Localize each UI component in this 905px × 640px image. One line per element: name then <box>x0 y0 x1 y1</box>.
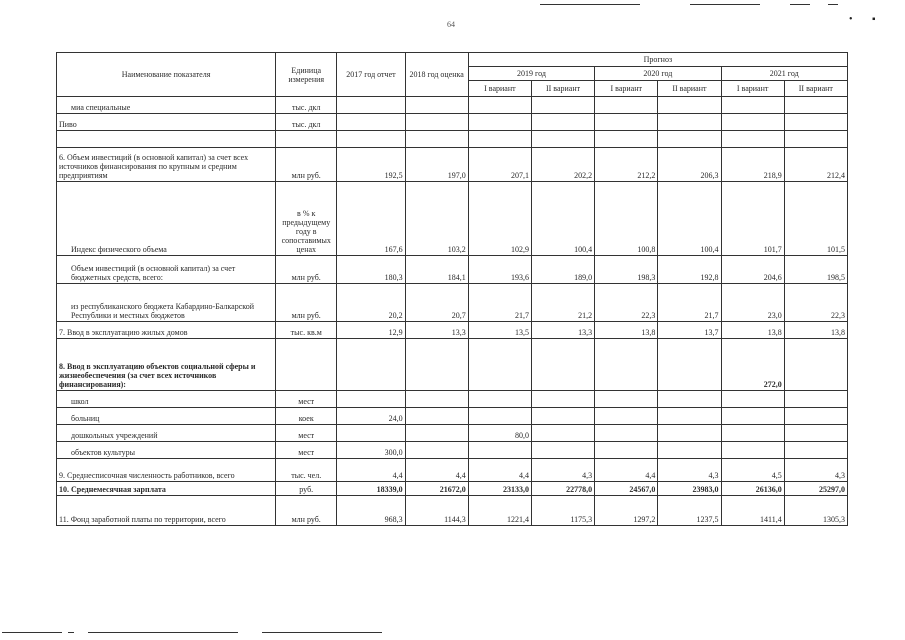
value-cell: 12,9 <box>337 322 405 339</box>
value-cell: 1237,5 <box>658 496 721 526</box>
value-cell: 20,2 <box>337 284 405 322</box>
table-row <box>57 131 848 148</box>
value-cell: 101,5 <box>784 182 847 256</box>
value-cell <box>531 425 594 442</box>
value-cell <box>658 391 721 408</box>
value-cell <box>337 391 405 408</box>
header-unit: Единица измерения <box>276 53 337 97</box>
row-label: 9. Среднесписочная численность работников, всего <box>57 459 276 482</box>
value-cell: 103,2 <box>405 182 468 256</box>
value-cell <box>337 131 405 148</box>
row-label: 6. Объем инвестиций (в основной капитал) за счет всех источников финансирования по крупным и средним предприятиям <box>57 148 276 182</box>
value-cell: 184,1 <box>405 256 468 284</box>
value-cell <box>658 114 721 131</box>
value-cell: 193,6 <box>468 256 531 284</box>
value-cell <box>531 442 594 459</box>
value-cell: 300,0 <box>337 442 405 459</box>
value-cell <box>405 442 468 459</box>
header-forecast: Прогноз <box>468 53 847 67</box>
value-cell: 1297,2 <box>595 496 658 526</box>
row-unit: млн руб. <box>276 496 337 526</box>
value-cell <box>468 97 531 114</box>
value-cell <box>658 408 721 425</box>
row-unit: руб. <box>276 482 337 496</box>
table-row <box>57 148 848 182</box>
value-cell: 13,3 <box>405 322 468 339</box>
value-cell: 4,3 <box>658 459 721 482</box>
value-cell: 13,8 <box>721 322 784 339</box>
value-cell: 1144,3 <box>405 496 468 526</box>
value-cell <box>405 114 468 131</box>
row-unit: млн руб. <box>276 256 337 284</box>
value-cell <box>595 339 658 391</box>
value-cell <box>595 114 658 131</box>
value-cell <box>595 391 658 408</box>
value-cell <box>468 114 531 131</box>
scan-mark-1: • <box>849 14 853 25</box>
value-cell: 202,2 <box>531 148 594 182</box>
row-unit: тыс. дкл <box>276 97 337 114</box>
value-cell <box>531 391 594 408</box>
value-cell: 100,4 <box>658 182 721 256</box>
value-cell: 26136,0 <box>721 482 784 496</box>
header-2019-v2: II вариант <box>531 81 594 97</box>
row-label: из республиканского бюджета Кабардино-Балкарской Республики и местных бюджетов <box>57 284 276 322</box>
value-cell <box>721 442 784 459</box>
value-cell <box>468 391 531 408</box>
table-row <box>57 442 848 459</box>
value-cell: 13,3 <box>531 322 594 339</box>
row-unit: тыс. чел. <box>276 459 337 482</box>
value-cell: 25297,0 <box>784 482 847 496</box>
value-cell <box>405 425 468 442</box>
row-unit: мест <box>276 442 337 459</box>
value-cell <box>784 97 847 114</box>
value-cell <box>531 408 594 425</box>
value-cell: 4,5 <box>721 459 784 482</box>
table-row <box>57 496 848 526</box>
value-cell <box>595 131 658 148</box>
value-cell: 4,4 <box>337 459 405 482</box>
value-cell: 198,5 <box>784 256 847 284</box>
value-cell: 22778,0 <box>531 482 594 496</box>
value-cell <box>784 339 847 391</box>
value-cell <box>595 97 658 114</box>
row-unit: тыс. дкл <box>276 114 337 131</box>
value-cell: 212,4 <box>784 148 847 182</box>
value-cell: 4,3 <box>784 459 847 482</box>
value-cell: 21672,0 <box>405 482 468 496</box>
value-cell <box>784 442 847 459</box>
header-2019-v1: I вариант <box>468 81 531 97</box>
value-cell: 198,3 <box>595 256 658 284</box>
value-cell: 102,9 <box>468 182 531 256</box>
value-cell <box>721 131 784 148</box>
table-row <box>57 284 848 322</box>
value-cell <box>468 339 531 391</box>
row-label: Объем инвестиций (в основной капитал) за счет бюджетных средств, всего: <box>57 256 276 284</box>
row-label: 10. Среднемесячная зарплата <box>57 482 276 496</box>
value-cell <box>595 408 658 425</box>
value-cell <box>405 131 468 148</box>
value-cell <box>721 114 784 131</box>
value-cell: 13,8 <box>784 322 847 339</box>
header-2019: 2019 год <box>468 67 594 81</box>
value-cell <box>531 114 594 131</box>
value-cell <box>784 425 847 442</box>
value-cell: 21,7 <box>468 284 531 322</box>
table-row <box>57 339 848 391</box>
row-unit: мест <box>276 391 337 408</box>
value-cell: 204,6 <box>721 256 784 284</box>
row-label: дошкольных учреждений <box>57 425 276 442</box>
value-cell: 1221,4 <box>468 496 531 526</box>
value-cell <box>784 408 847 425</box>
value-cell: 21,2 <box>531 284 594 322</box>
value-cell <box>658 131 721 148</box>
value-cell <box>337 425 405 442</box>
value-cell <box>784 391 847 408</box>
value-cell: 968,3 <box>337 496 405 526</box>
header-2018: 2018 год оценка <box>405 53 468 97</box>
row-label: 8. Ввод в эксплуатацию объектов социальной сферы и жизнеобеспечения (за счет всех источников финансирования): <box>57 339 276 391</box>
header-2020-v1: I вариант <box>595 81 658 97</box>
value-cell <box>658 442 721 459</box>
value-cell <box>405 97 468 114</box>
value-cell: 4,4 <box>405 459 468 482</box>
value-cell: 13,5 <box>468 322 531 339</box>
row-label: школ <box>57 391 276 408</box>
page-number: 64 <box>447 20 455 29</box>
value-cell: 180,3 <box>337 256 405 284</box>
value-cell <box>721 408 784 425</box>
value-cell: 24567,0 <box>595 482 658 496</box>
value-cell: 23,0 <box>721 284 784 322</box>
value-cell: 13,8 <box>595 322 658 339</box>
row-unit: млн руб. <box>276 284 337 322</box>
value-cell <box>337 339 405 391</box>
forecast-table <box>56 52 848 526</box>
value-cell <box>658 97 721 114</box>
table-row <box>57 391 848 408</box>
value-cell: 1175,3 <box>531 496 594 526</box>
value-cell: 24,0 <box>337 408 405 425</box>
value-cell <box>468 408 531 425</box>
value-cell <box>405 408 468 425</box>
header-2021-v2: II вариант <box>784 81 847 97</box>
row-label: больниц <box>57 408 276 425</box>
value-cell <box>531 97 594 114</box>
value-cell: 212,2 <box>595 148 658 182</box>
value-cell <box>337 97 405 114</box>
row-unit: коек <box>276 408 337 425</box>
value-cell: 272,0 <box>721 339 784 391</box>
value-cell: 192,8 <box>658 256 721 284</box>
value-cell: 4,4 <box>595 459 658 482</box>
header-2021-v1: I вариант <box>721 81 784 97</box>
value-cell <box>405 339 468 391</box>
value-cell: 207,1 <box>468 148 531 182</box>
value-cell <box>595 442 658 459</box>
table-row <box>57 482 848 496</box>
row-label: 7. Ввод в эксплуатацию жилых домов <box>57 322 276 339</box>
value-cell <box>531 131 594 148</box>
table-row <box>57 114 848 131</box>
value-cell: 218,9 <box>721 148 784 182</box>
value-cell <box>468 442 531 459</box>
value-cell: 167,6 <box>337 182 405 256</box>
table-row <box>57 97 848 114</box>
value-cell <box>658 339 721 391</box>
value-cell <box>784 114 847 131</box>
row-unit <box>276 131 337 148</box>
row-label: 11. Фонд заработной платы по территории, всего <box>57 496 276 526</box>
table-row <box>57 256 848 284</box>
row-unit: в % к предыдущему году в сопоставимых ценах <box>276 182 337 256</box>
value-cell: 100,8 <box>595 182 658 256</box>
table-row <box>57 459 848 482</box>
value-cell: 22,3 <box>595 284 658 322</box>
value-cell: 192,5 <box>337 148 405 182</box>
table-row <box>57 322 848 339</box>
header-2020: 2020 год <box>595 67 721 81</box>
value-cell: 20,7 <box>405 284 468 322</box>
value-cell: 1305,3 <box>784 496 847 526</box>
value-cell: 80,0 <box>468 425 531 442</box>
value-cell: 13,7 <box>658 322 721 339</box>
row-label: Индекс физического объема <box>57 182 276 256</box>
value-cell: 18339,0 <box>337 482 405 496</box>
value-cell: 4,4 <box>468 459 531 482</box>
row-unit: млн руб. <box>276 148 337 182</box>
value-cell: 100,4 <box>531 182 594 256</box>
value-cell <box>721 391 784 408</box>
value-cell <box>468 131 531 148</box>
value-cell: 22,3 <box>784 284 847 322</box>
row-label <box>57 131 276 148</box>
value-cell <box>721 97 784 114</box>
value-cell: 189,0 <box>531 256 594 284</box>
value-cell <box>721 425 784 442</box>
header-2017: 2017 год отчет <box>337 53 405 97</box>
row-unit: тыс. кв.м <box>276 322 337 339</box>
value-cell: 21,7 <box>658 284 721 322</box>
value-cell <box>531 339 594 391</box>
row-label: Пиво <box>57 114 276 131</box>
value-cell: 101,7 <box>721 182 784 256</box>
table-row <box>57 425 848 442</box>
header-name: Наименование показателя <box>57 53 276 97</box>
scan-mark-2: ▪ <box>872 14 876 25</box>
value-cell <box>337 114 405 131</box>
row-unit <box>276 339 337 391</box>
row-label: миа специальные <box>57 97 276 114</box>
value-cell: 1411,4 <box>721 496 784 526</box>
table-row <box>57 182 848 256</box>
row-unit: мест <box>276 425 337 442</box>
value-cell: 4,3 <box>531 459 594 482</box>
value-cell: 197,0 <box>405 148 468 182</box>
value-cell <box>784 131 847 148</box>
value-cell: 23983,0 <box>658 482 721 496</box>
row-label: объектов культуры <box>57 442 276 459</box>
value-cell: 206,3 <box>658 148 721 182</box>
header-2020-v2: II вариант <box>658 81 721 97</box>
table-row <box>57 408 848 425</box>
value-cell <box>658 425 721 442</box>
value-cell <box>595 425 658 442</box>
header-2021: 2021 год <box>721 67 847 81</box>
value-cell: 23133,0 <box>468 482 531 496</box>
value-cell <box>405 391 468 408</box>
